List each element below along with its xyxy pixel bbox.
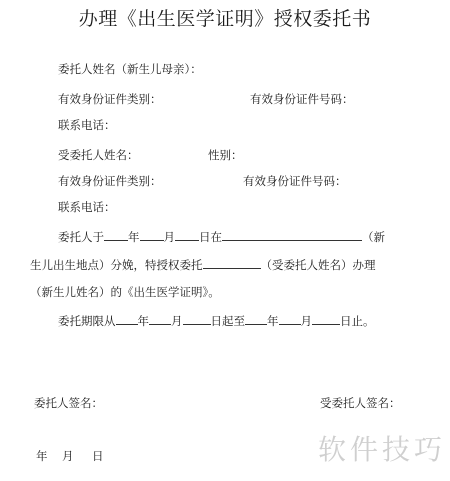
blank-end-day[interactable] <box>312 313 340 325</box>
blank-end-year[interactable] <box>245 313 267 325</box>
body-text: 日在 <box>199 230 222 244</box>
agent-phone-label: 联系电话： <box>58 200 116 214</box>
body-text: 日止。 <box>340 314 375 328</box>
agent-signature-label: 受委托人签名： <box>320 396 401 410</box>
body-text: 委托期限从 <box>58 314 116 328</box>
signature-date-day: 日 <box>92 449 104 463</box>
body-text: （新 <box>362 230 385 244</box>
document-title: 办理《出生医学证明》授权委托书 <box>78 8 372 30</box>
blank-month[interactable] <box>140 229 164 241</box>
body-text: 生儿出生地点）分娩，特授权委托 <box>30 258 203 272</box>
agent-name-label: 受委托人姓名： <box>58 148 139 162</box>
principal-phone-label: 联系电话： <box>58 118 116 132</box>
blank-year[interactable] <box>104 229 128 241</box>
body-paragraph-line-2 <box>30 257 376 272</box>
signature-date-month: 月 <box>62 449 74 463</box>
principal-id-number-label: 有效身份证件号码： <box>250 92 354 106</box>
body-text: 年 <box>137 314 149 328</box>
agent-id-number-label: 有效身份证件号码： <box>243 174 347 188</box>
blank-agent-name[interactable] <box>203 257 261 269</box>
blank-start-month[interactable] <box>149 313 171 325</box>
principal-name-label: 委托人姓名（新生儿母亲）： <box>58 62 202 76</box>
body-text: 月 <box>171 314 183 328</box>
principal-id-type-label: 有效身份证件类别： <box>58 92 162 106</box>
agent-id-type-label: 有效身份证件类别： <box>58 174 162 188</box>
body-text: 月 <box>163 230 175 244</box>
watermark-text: 软件技巧 <box>318 433 447 466</box>
body-text: 日起至 <box>210 314 245 328</box>
blank-start-day[interactable] <box>183 313 211 325</box>
blank-location[interactable] <box>222 229 362 241</box>
body-paragraph-line-3: （新生儿姓名）的《出生医学证明》。 <box>30 285 220 299</box>
blank-day[interactable] <box>175 229 199 241</box>
body-paragraph-line-1 <box>58 229 385 244</box>
body-paragraph-line-4 <box>58 313 375 328</box>
body-text: 年 <box>128 230 140 244</box>
blank-end-month[interactable] <box>279 313 301 325</box>
signature-date-year: 年 <box>36 449 48 463</box>
agent-gender-label: 性别： <box>208 148 243 162</box>
body-text: 年 <box>267 314 279 328</box>
principal-signature-label: 委托人签名： <box>34 396 103 410</box>
body-text: （受委托人姓名）办理 <box>260 258 376 272</box>
blank-start-year[interactable] <box>116 313 138 325</box>
body-text: 委托人于 <box>58 230 104 244</box>
body-text: 月 <box>300 314 312 328</box>
